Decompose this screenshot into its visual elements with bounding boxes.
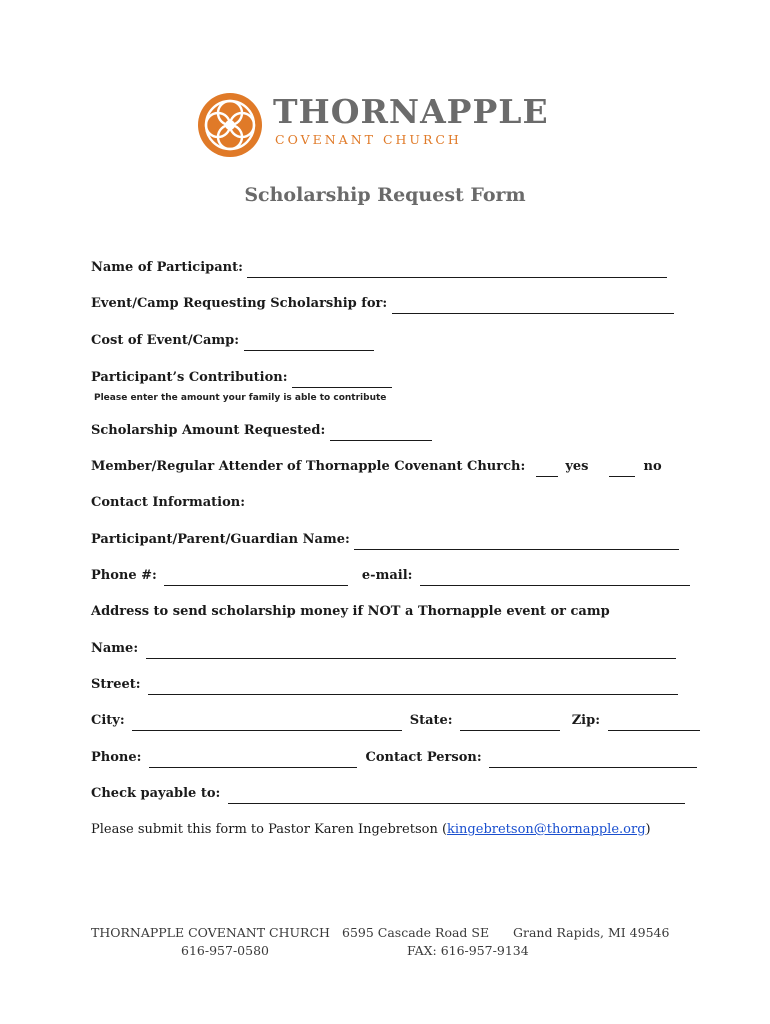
phone-hash-label: Phone #: (91, 568, 157, 583)
contact-info-heading (91, 493, 245, 513)
footer-fax: FAX: 616-957-9134 (407, 943, 529, 958)
amount-requested-field[interactable] (330, 425, 432, 441)
check-payable-label: Check payable to: (91, 786, 221, 801)
phone-label: Phone: (91, 750, 142, 765)
footer-city: Grand Rapids, MI 49546 (513, 925, 670, 940)
contact-person-label: Contact Person: (365, 750, 482, 765)
cost-label: Cost of Event/Camp: (91, 333, 240, 348)
phone-field[interactable] (149, 752, 357, 768)
amount-requested-row (91, 421, 432, 441)
submit-instructions (91, 820, 651, 840)
logo-name: THORNAPPLE (273, 92, 549, 131)
church-logo (197, 92, 577, 158)
contribution-field[interactable] (292, 372, 392, 388)
member-yes-label: yes (565, 459, 589, 474)
address-heading-label: Address to send scholarship money if NOT a Thornapple event or camp (91, 604, 610, 619)
footer-address: 6595 Cascade Road SE (342, 925, 490, 940)
submit-text: Please submit this form to Pastor Karen Ingebretson ( (91, 822, 448, 837)
guardian-name-label: Participant/Parent/Guardian Name: (91, 532, 350, 547)
submit-close: ) (645, 822, 651, 837)
check-payable-field[interactable] (228, 788, 685, 804)
zip-label: Zip: (571, 713, 601, 728)
city-field[interactable] (132, 715, 402, 731)
mail-name-field[interactable] (146, 643, 676, 659)
contact-info-label: Contact Information: (91, 495, 246, 510)
contribution-note: Please enter the amount your family is able to contribute (94, 393, 387, 403)
phone-hash-field[interactable] (164, 570, 348, 586)
member-no-field[interactable] (609, 461, 635, 477)
mail-name-row (91, 639, 676, 659)
phone-email-row (91, 566, 690, 586)
street-row (91, 675, 678, 695)
guardian-name-row (91, 530, 679, 550)
participant-name-row (91, 258, 667, 278)
participant-name-label: Name of Participant: (91, 260, 243, 275)
event-camp-row (91, 294, 674, 314)
phone-contact-row (91, 748, 697, 768)
city-state-zip-row (91, 711, 700, 731)
guardian-name-field[interactable] (354, 534, 679, 550)
event-camp-field[interactable] (392, 298, 674, 314)
address-heading (91, 602, 610, 622)
zip-field[interactable] (608, 715, 700, 731)
pastor-email-link[interactable]: kingebretson@thornapple.org (447, 822, 646, 837)
email-field[interactable] (420, 570, 690, 586)
member-label: Member/Regular Attender of Thornapple Covenant Church: (91, 459, 526, 474)
street-field[interactable] (148, 679, 678, 695)
event-camp-label: Event/Camp Requesting Scholarship for: (91, 296, 388, 311)
state-label: State: (409, 713, 453, 728)
member-row (91, 457, 662, 477)
footer-org: THORNAPPLE COVENANT CHURCH (91, 925, 330, 940)
city-label: City: (91, 713, 125, 728)
amount-requested-label: Scholarship Amount Requested: (91, 423, 326, 438)
contribution-row (91, 368, 392, 388)
footer-phone: 616-957-0580 (181, 943, 269, 958)
form-title: Scholarship Request Form (244, 184, 526, 206)
member-yes-field[interactable] (536, 461, 558, 477)
check-payable-row (91, 784, 685, 804)
cost-field[interactable] (244, 335, 374, 351)
contact-person-field[interactable] (489, 752, 697, 768)
logo-subtitle: COVENANT CHURCH (275, 132, 462, 147)
member-no-label: no (643, 459, 662, 474)
cost-row (91, 331, 374, 351)
church-logo-icon (197, 92, 263, 158)
street-label: Street: (91, 677, 141, 692)
state-field[interactable] (460, 715, 560, 731)
email-label: e-mail: (361, 568, 413, 583)
mail-name-label: Name: (91, 641, 139, 656)
contribution-label: Participant’s Contribution: (91, 370, 288, 385)
participant-name-field[interactable] (247, 262, 667, 278)
